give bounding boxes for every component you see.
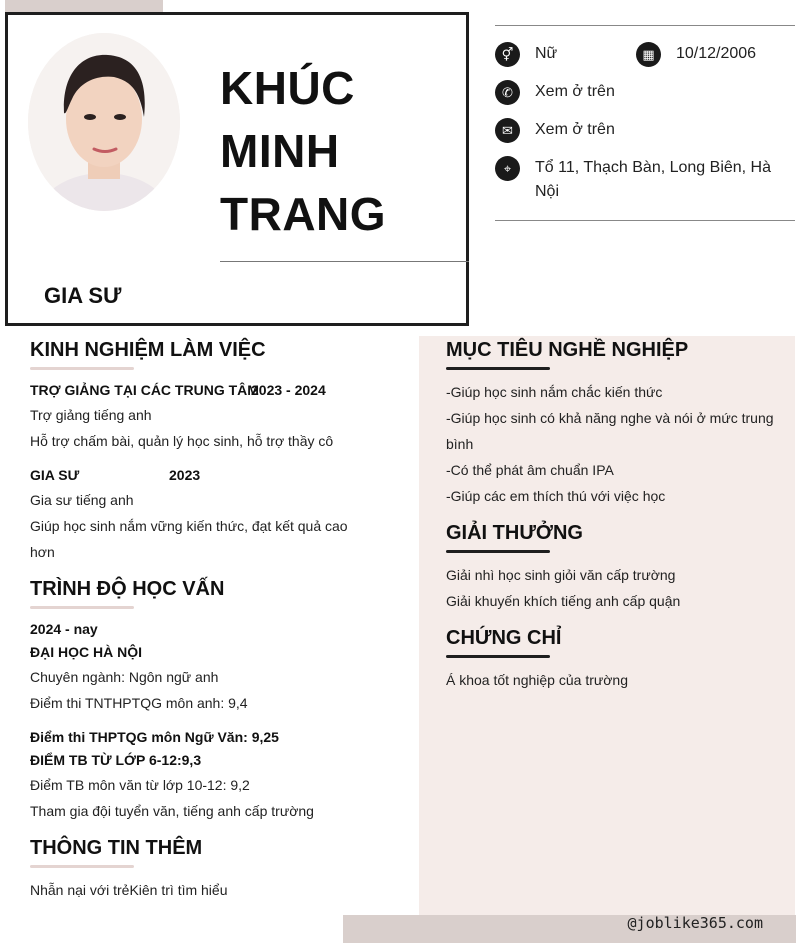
contact-gender (495, 42, 557, 67)
experience-period-2: 2023 (169, 467, 201, 483)
experience-role-2: GIA SƯ (30, 467, 80, 483)
education-team: Tham gia đội tuyển văn, tiếng anh cấp trường (30, 803, 314, 819)
contact-birthdate (636, 42, 756, 67)
location-icon: ⌖ (495, 156, 520, 181)
name-divider (220, 261, 469, 262)
name-line-2: MINH (220, 125, 340, 177)
email-value: Xem ở trên (535, 121, 615, 138)
email-icon: ✉ (495, 118, 520, 143)
certificates-title: CHỨNG CHỈ (446, 627, 562, 649)
gender-value: Nữ (535, 45, 558, 62)
calendar-icon: ▦ (636, 42, 661, 67)
education-major: Chuyên ngành: Ngôn ngữ anh (30, 669, 219, 685)
experience-title: KINH NGHIỆM LÀM VIỆC (30, 339, 266, 361)
awards-underline (446, 550, 550, 553)
more-info-title: THÔNG TIN THÊM (30, 837, 203, 859)
awards-line-2: Giải khuyến khích tiếng anh cấp quận (446, 593, 681, 609)
more-info-text: Nhẫn nại với trẻKiên trì tìm hiểu (30, 882, 228, 898)
education-title: TRÌNH ĐỘ HỌC VẤN (30, 578, 225, 600)
education-score-english: Điểm thi TNTHPTQG môn anh: 9,4 (30, 695, 248, 711)
objective-line-3: -Có thể phát âm chuẩn IPA (446, 462, 614, 478)
experience-period-1: 2023 - 2024 (251, 382, 326, 398)
objective-title: MỤC TIÊU NGHỀ NGHIỆP (446, 339, 689, 361)
contact-address (495, 156, 785, 204)
portrait-illustration (28, 33, 180, 211)
phone-icon: ✆ (495, 80, 520, 105)
name-line-1: KHÚC (220, 62, 355, 114)
objective-line-2: -Giúp học sinh có khả năng nghe và nói ở mức trung bình (446, 410, 774, 452)
footer-brand: @joblike365.com (627, 914, 763, 932)
objective-underline (446, 367, 550, 370)
name-block (220, 57, 470, 246)
experience-underline (30, 367, 134, 370)
certificates-underline (446, 655, 550, 658)
more-info-underline (30, 865, 134, 868)
certificates-line-1: Á khoa tốt nghiệp của trường (446, 672, 628, 688)
objective-line-1: -Giúp học sinh nắm chắc kiến thức (446, 384, 663, 400)
contact-email (495, 118, 615, 143)
phone-value: Xem ở trên (535, 83, 615, 100)
contact-bottom-divider (495, 220, 795, 221)
education-period: 2024 - nay (30, 621, 98, 637)
experience-line-1-2: Hỗ trợ chấm bài, quản lý học sinh, hỗ trợ thầy cô (30, 433, 334, 449)
profile-photo (28, 33, 180, 211)
experience-line-1-1: Trợ giảng tiếng anh (30, 407, 152, 423)
gender-icon: ⚥ (495, 42, 520, 67)
education-literature-avg: Điểm TB môn văn từ lớp 10-12: 9,2 (30, 777, 250, 793)
contact-phone (495, 80, 615, 105)
birthdate-value: 10/12/2006 (676, 45, 757, 62)
address-value: Tổ 11, Thạch Bàn, Long Biên, Hà Nội (535, 159, 772, 200)
job-title: GIA SƯ (44, 283, 122, 308)
education-score-literature: Điểm thi THPTQG môn Ngữ Văn: 9,25 (30, 729, 279, 745)
name-line-3: TRANG (220, 188, 387, 240)
education-underline (30, 606, 134, 609)
header-box (5, 12, 469, 326)
experience-role-1: TRỢ GIẢNG TẠI CÁC TRUNG TÂM (30, 382, 259, 398)
education-gpa: ĐIỂM TB TỪ LỚP 6-12:9,3 (30, 752, 202, 768)
contact-top-divider (495, 25, 795, 26)
awards-line-1: Giải nhì học sinh giỏi văn cấp trường (446, 567, 676, 583)
experience-line-2-1: Gia sư tiếng anh (30, 492, 134, 508)
education-school: ĐẠI HỌC HÀ NỘI (30, 644, 142, 660)
experience-line-2-2: Giúp học sinh nắm vững kiến thức, đạt kết quả cao hơn (30, 518, 348, 560)
awards-title: GIẢI THƯỞNG (446, 522, 583, 544)
objective-line-4: -Giúp các em thích thú với việc học (446, 488, 666, 504)
